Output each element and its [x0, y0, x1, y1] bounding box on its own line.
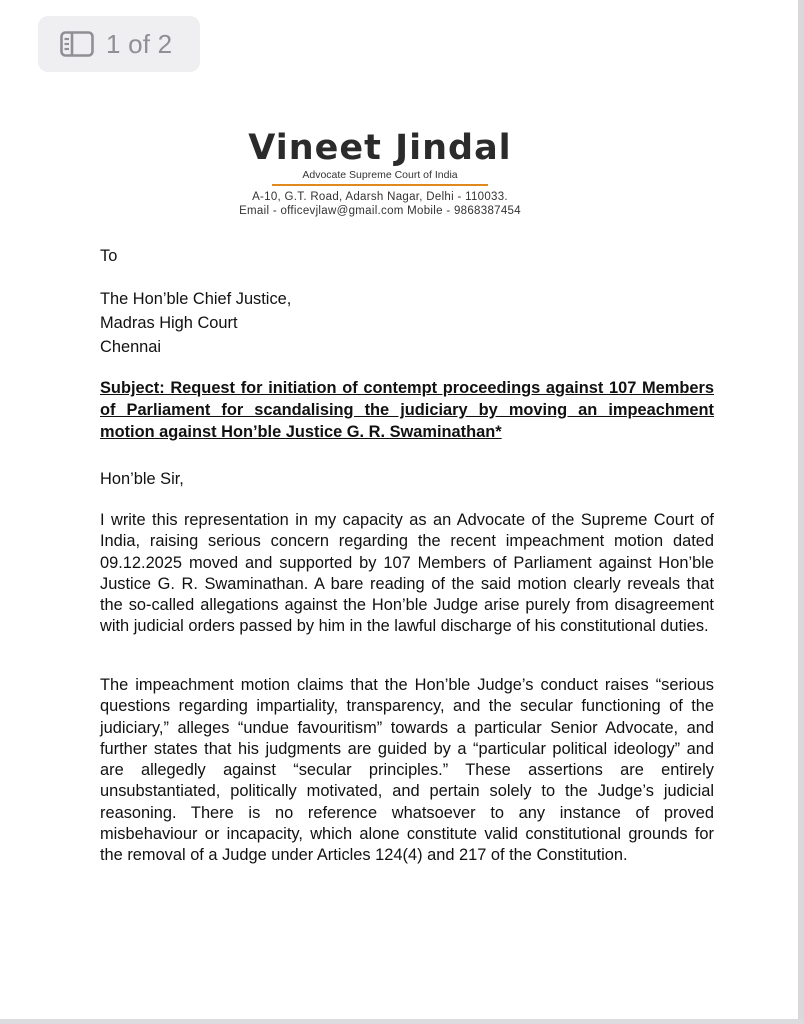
letterhead-name: Vineet Jindal [248, 128, 512, 168]
letterhead-contact: Email - officevjlaw@gmail.com Mobile - 9868387454 [239, 205, 521, 217]
page-edge-bottom [0, 1019, 804, 1024]
letterhead-address: A-10, G.T. Road, Adarsh Nagar, Delhi - 110033. [252, 191, 508, 203]
letter-addressee [100, 288, 714, 360]
letterhead-title: Advocate Supreme Court of India [302, 169, 458, 181]
letter-salutation: Hon’ble Sir, [100, 470, 184, 488]
page-indicator-label: 1 of 2 [106, 28, 173, 59]
letter-to: To [100, 247, 118, 265]
letter-paragraph-2: The impeachment motion claims that the Hon’ble Judge’s conduct raises “serious questions regarding impartiality, transparency, and the secular functioning of the judiciary,” alleges “undue favouritism” towards a particular Senior Advocate, and further states that his judgments are guided by a “particular political ideology” and are allegedly against “secular principles.” These assertions are entirely unsubstantiated, politically motivated, and pertain solely to the Judge’s judicial reasoning. There is no reference whatsoever to any instance of proved misbehaviour or incapacity, which alone constitute valid constitutional grounds for the removal of a Judge under Articles 124(4) and 217 of the Constitution. [100, 676, 714, 865]
addressee-line: Madras High Court [100, 314, 238, 332]
addressee-line: The Hon’ble Chief Justice, [100, 290, 292, 308]
letter-subject: Subject: Request for initiation of contempt proceedings against 107 Members of Parliament for scandalising the judiciary by moving an impeachment motion against Hon’ble Justice G. R. Swaminathan* [100, 379, 714, 441]
letterhead-divider [272, 184, 488, 186]
letterhead [170, 128, 590, 218]
page-indicator-button[interactable] [38, 16, 200, 72]
sidebar-toggle-icon [60, 31, 94, 57]
addressee-line: Chennai [100, 338, 162, 356]
page-edge-right [798, 0, 804, 1024]
letter-paragraph-1: I write this representation in my capacity as an Advocate of the Supreme Court of India, raising serious concern regarding the recent impeachment motion dated 09.12.2025 moved and supported by 107 Members of Parliament against Hon’ble Justice G. R. Swaminathan. A bare reading of the said motion clearly reveals that the so-called allegations against the Hon’ble Judge arise purely from disagreement with judicial orders passed by him in the lawful discharge of his constitutional duties. [100, 511, 714, 636]
